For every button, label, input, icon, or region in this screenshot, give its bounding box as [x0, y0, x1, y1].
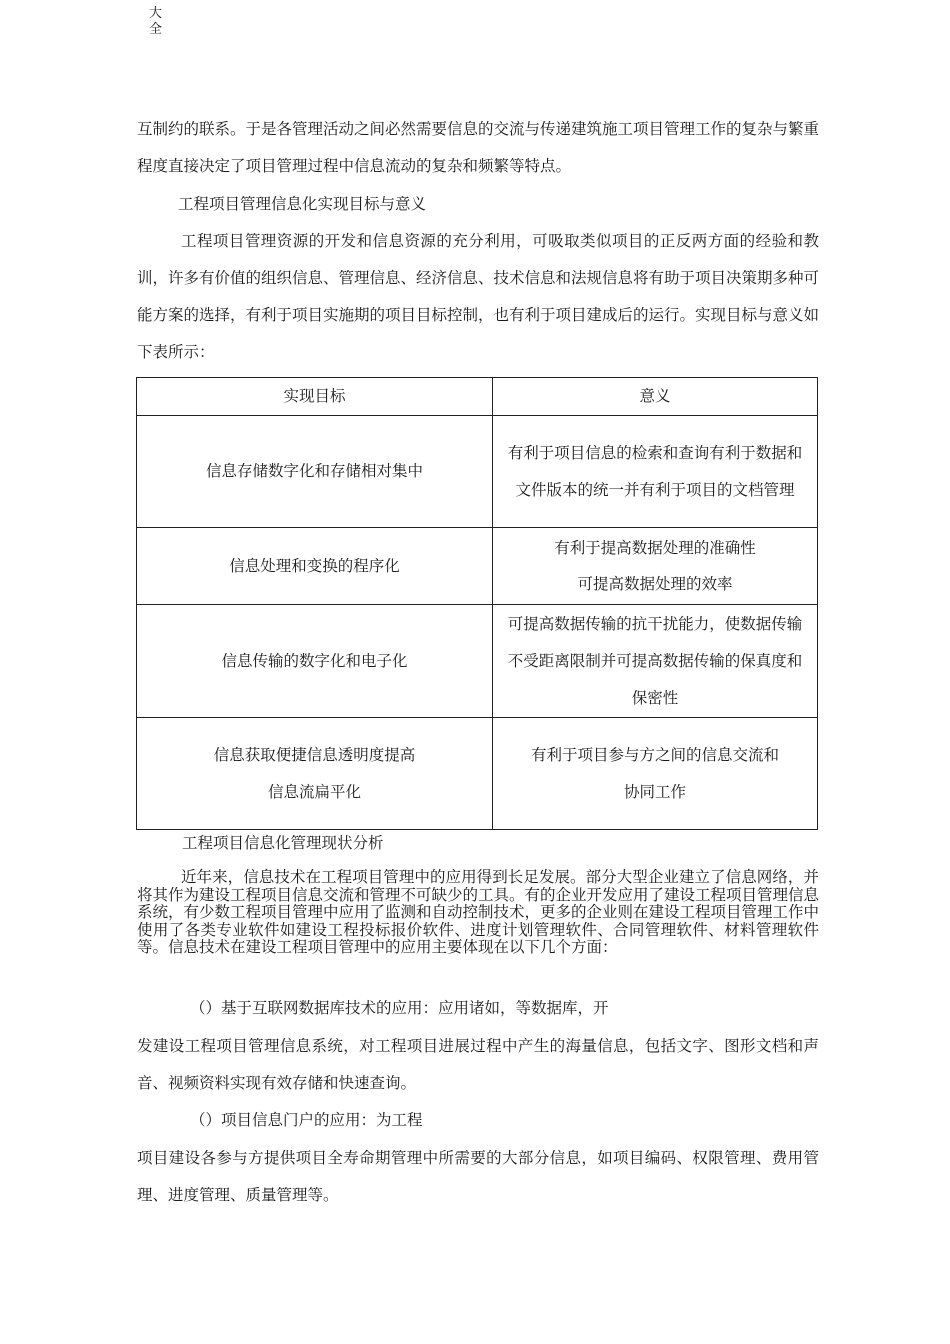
cell-line: 信息获取便捷信息透明度提高: [213, 745, 416, 764]
goals-table: [136, 377, 818, 830]
cell-line: 有利于项目参与方之间的信息交流和: [530, 745, 779, 764]
table-header-meaning: 意义: [493, 378, 818, 416]
cell-line: 可提高数据传输的抗干扰能力，使数据传输: [507, 614, 803, 633]
table-cell-meaning: [493, 718, 818, 830]
resources-paragraph: 工程项目管理资源的开发和信息资源的充分利用，可吸取类似项目的正反两方面的经验和教训，许多有价值的组织信息、管理信息、经济信息、技术信息和法规信息将有助于项目决策期多种可能方案的选择，有利于项目实施期的项目目标控制，也有利于项目建成后的运行。实现目标与意义如下表所示：: [137, 232, 820, 361]
list-item-2-head: （）项目信息门户的应用：为工程: [190, 1111, 423, 1129]
cell-line: 信息存储数字化和存储相对集中: [205, 462, 423, 480]
table-row: [137, 528, 818, 605]
list-item-1-body: 发建设工程项目管理信息系统，对工程项目进展过程中产生的海量信息，包括文字、图形文档和声音、视频资料实现有效存储和快速查询。: [137, 1037, 819, 1092]
table-cell-meaning: [493, 528, 818, 605]
cell-line: 保密性: [631, 688, 679, 707]
list-item-2-body: 项目建设各参与方提供项目全寿命期管理中所需要的大部分信息，如项目编码、权限管理、费用管理、进度管理、质量管理等。: [137, 1149, 819, 1204]
table-header-row: [137, 378, 818, 416]
cell-line: 信息流扁平化: [267, 782, 361, 801]
table-cell-meaning: [493, 605, 818, 718]
cell-line: 可提高数据处理的效率: [577, 575, 733, 593]
header-corner-text: 大全: [149, 6, 163, 37]
cell-line: 协同工作: [623, 782, 686, 801]
section-heading-status: 工程项目信息化管理现状分析: [182, 834, 384, 852]
cell-line: 信息传输的数字化和电子化: [221, 651, 408, 670]
intro-paragraph: 互制约的联系。于是各管理活动之间必然需要信息的交流与传递建筑施工项目管理工作的复杂与繁重程度直接决定了项目管理过程中信息流动的复杂和频繁等特点。: [137, 120, 820, 175]
table-cell-meaning: [493, 416, 818, 528]
cell-line: 信息处理和变换的程序化: [229, 556, 400, 575]
cell-line: 有利于项目信息的检索和查询有利于数据和: [507, 443, 803, 462]
cell-line: 文件版本的统一并有利于项目的文档管理: [515, 480, 795, 499]
table-cell-goal: [137, 605, 493, 718]
status-paragraph: 近年来，信息技术在工程项目管理中的应用得到长足发展。部分大型企业建立了信息网络，并将其作为建设工程项目信息交流和管理不可缺少的工具。有的企业开发应用了建设工程项目管理信息系统，有少数工程项目管理中应用了监测和自动控制技术，更多的企业则在建设工程项目管理工作中使用了各类专业软件如建设工程投标报价软件、进度计划管理软件、合同管理软件、材料管理软件等。信息技术在建设工程项目管理中的应用主要体现在以下几个方面：: [137, 868, 820, 956]
table-row: [137, 718, 818, 830]
section-heading-goals: 工程项目管理信息化实现目标与意义: [178, 195, 427, 213]
table-cell-goal: [137, 416, 493, 528]
cell-line: 不受距离限制并可提高数据传输的保真度和: [507, 651, 803, 670]
cell-line: 有利于提高数据处理的准确性: [554, 539, 756, 557]
table-row: [137, 416, 818, 528]
table-cell-goal: [137, 528, 493, 605]
list-item-1-head: （）基于互联网数据库技术的应用：应用诸如，等数据库，开: [190, 999, 609, 1017]
table-row: [137, 605, 818, 718]
table-header-goal: 实现目标: [137, 378, 493, 416]
table-cell-goal: [137, 718, 493, 830]
